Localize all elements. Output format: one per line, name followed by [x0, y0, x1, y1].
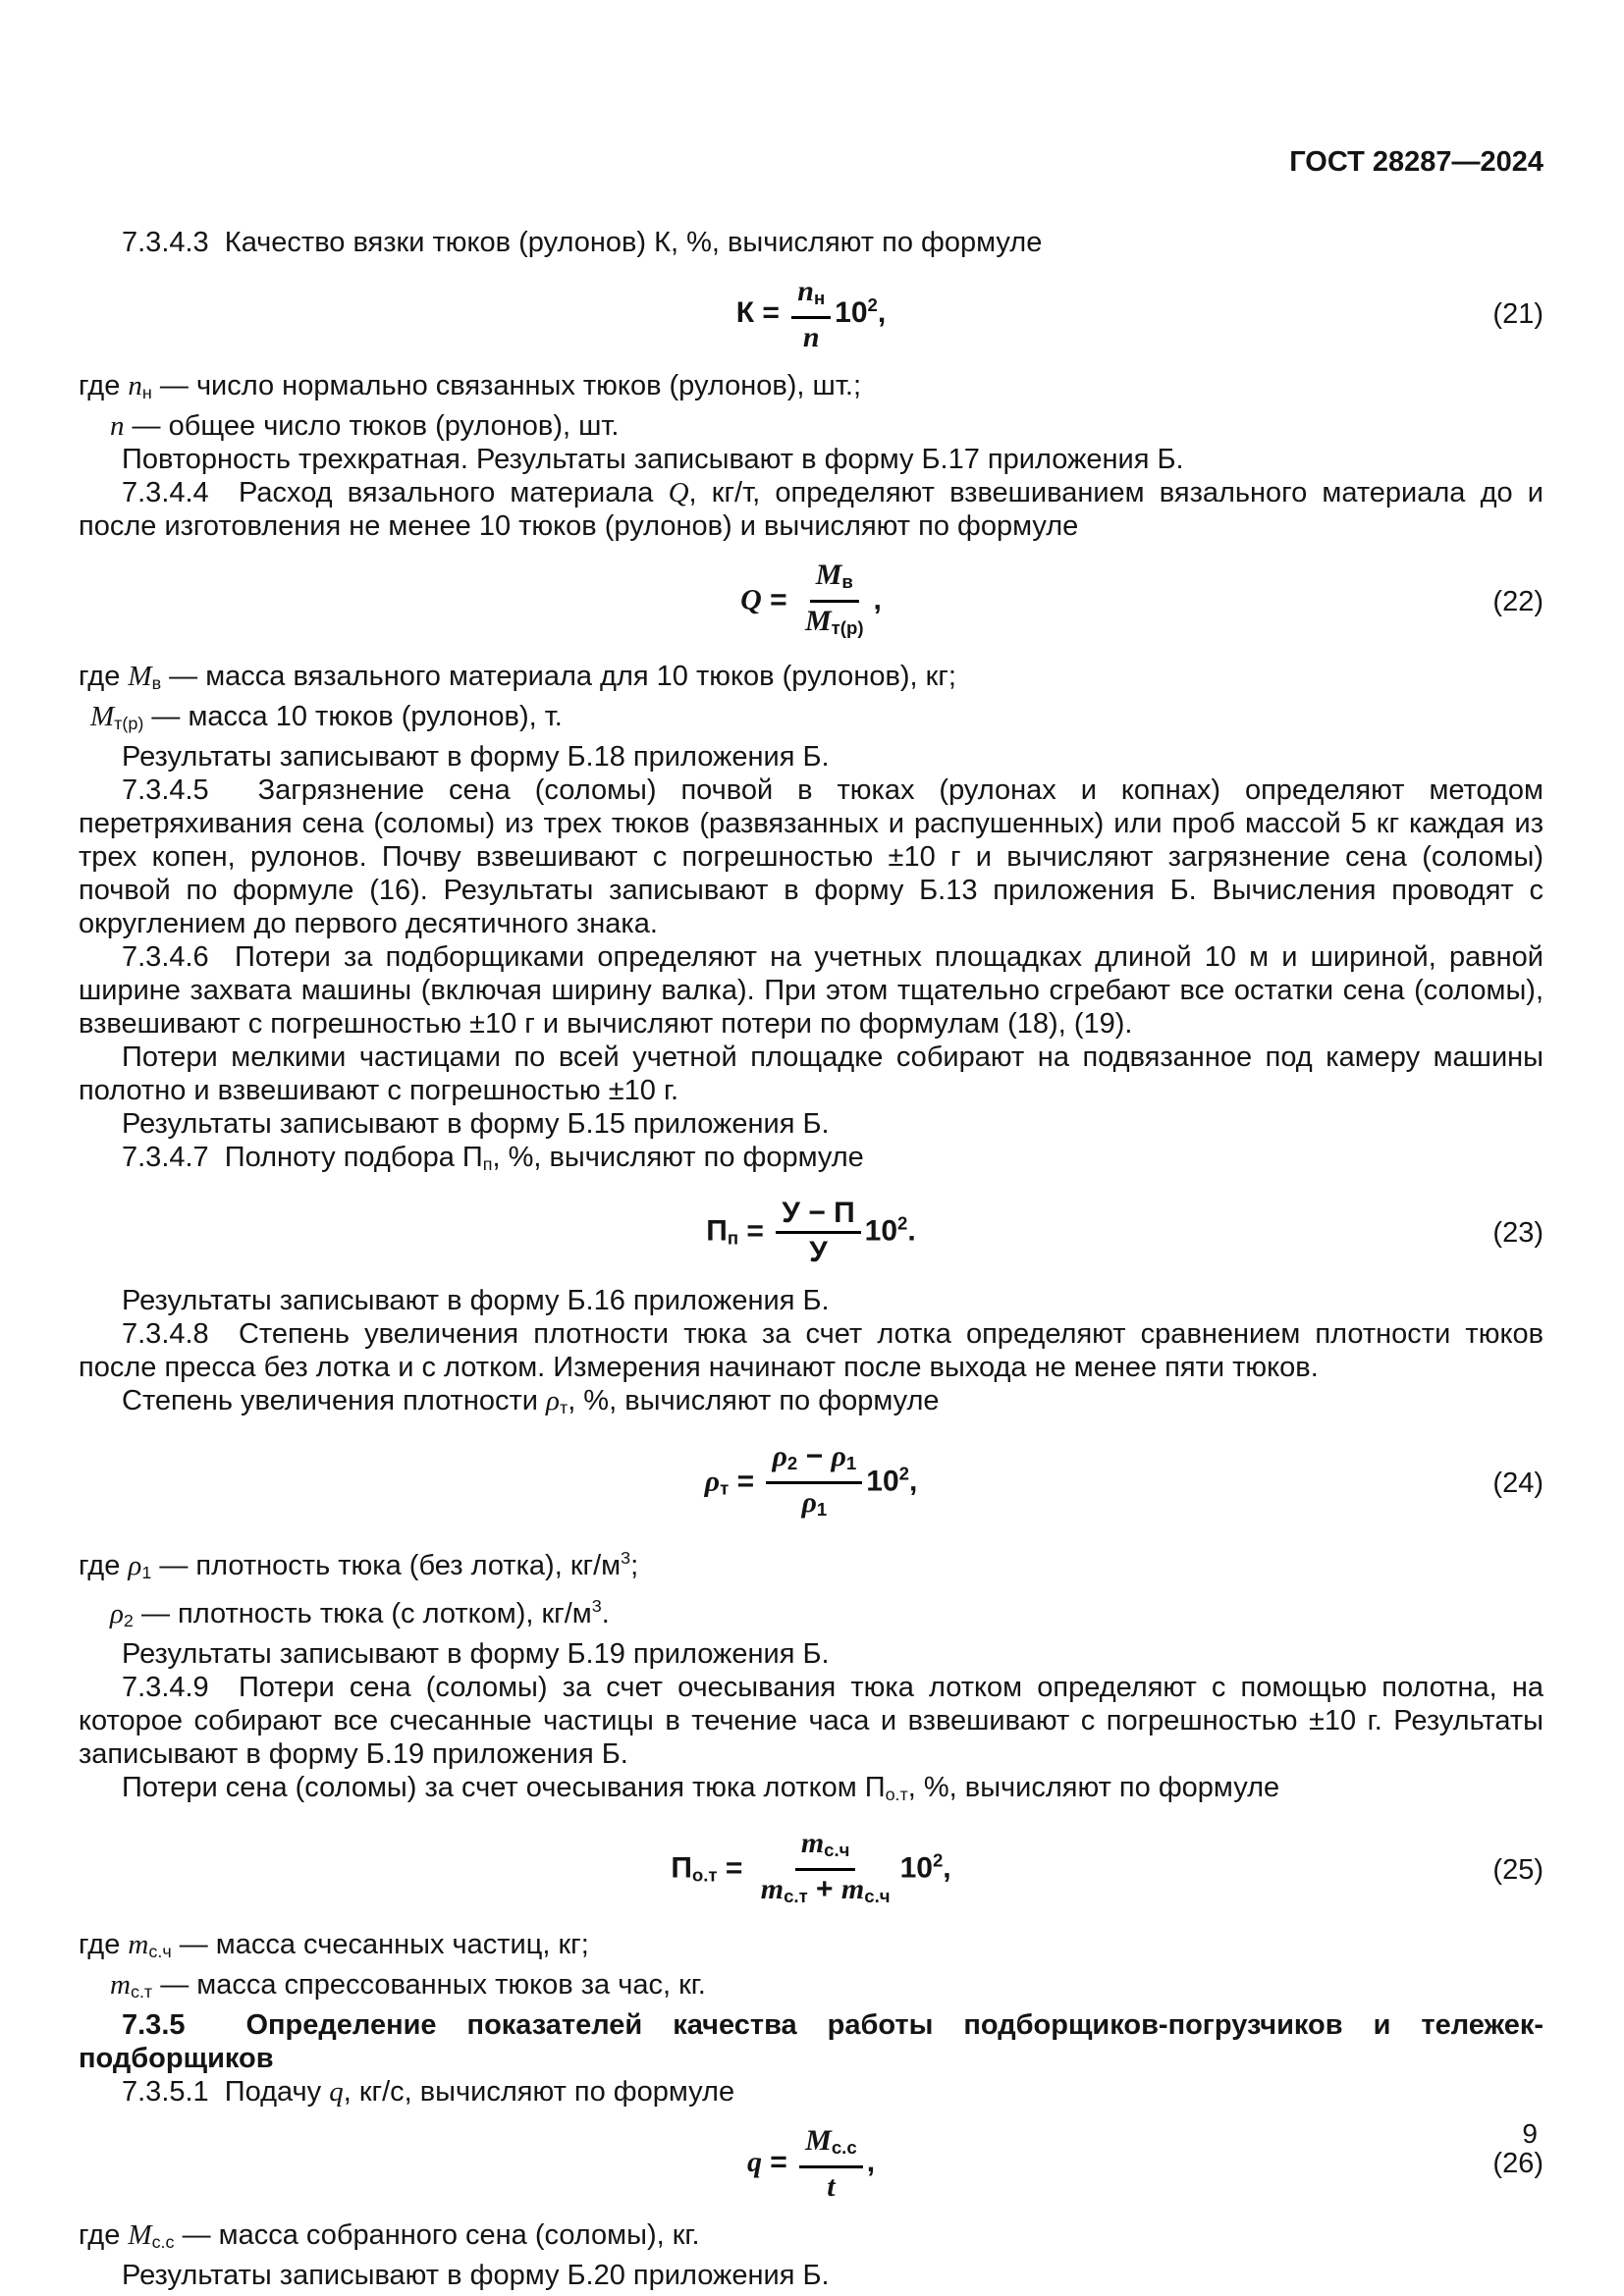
- text-run: с.с: [831, 2137, 857, 2158]
- fraction-numerator: [799, 2124, 863, 2168]
- fraction-denominator: [795, 1484, 833, 1525]
- text-run: ,: [873, 583, 882, 616]
- text-run: n: [110, 410, 125, 442]
- page-number: 9: [1522, 2118, 1538, 2149]
- paragraph: [79, 1384, 1543, 1424]
- text-run: .: [907, 1214, 916, 1248]
- text-run: — масса спрессованных тюков за час, кг.: [152, 1969, 706, 2001]
- text-run: Повторность трехкратная. Результаты записывают в форму Б.17 приложения Б.: [122, 444, 1184, 475]
- paragraph: [79, 2008, 1543, 2075]
- formula-expression: [740, 559, 882, 644]
- text-run: с.с: [151, 2232, 175, 2252]
- formula-expression: [736, 275, 886, 353]
- text-run: m: [110, 1969, 131, 2001]
- paragraph: [79, 1141, 1543, 1181]
- text-run: =: [761, 583, 795, 616]
- paragraph: [79, 2259, 1543, 2292]
- formula: [79, 2120, 1543, 2207]
- fraction-denominator: [797, 319, 826, 353]
- text-run: 2: [786, 1453, 798, 1473]
- text-run: Результаты записывают в форму Б.16 приложения Б.: [122, 1285, 830, 1316]
- equation-number: (25): [1492, 1853, 1543, 1886]
- text-run: ρ: [801, 1486, 817, 1519]
- equation-number: (21): [1492, 298, 1543, 330]
- text-run: где: [79, 1550, 129, 1581]
- text-run: н: [141, 383, 152, 402]
- paragraph: [110, 1968, 1543, 2008]
- text-run: 7.3.4.4 Расход вязального материала: [122, 477, 669, 508]
- text-run: Потери сена (соломы) за счет очесывания тюка лотком П: [122, 1772, 886, 1803]
- text-run: 7.3.5.1 Подачу: [122, 2076, 330, 2108]
- text-run: 7.3.4.5 Загрязнение сена (соломы) почвой в тюках (рулонах и копнах) определяют методом перетряхивания сена (соломы) из трех тюков (развязанных и распушенных) или проб массой 5 кг каждая из трех копен, рулонов. Почву взвешивают с погрешностью ±10 г и вычисляют загрязнение сена (соломы) почвой по формуле (16). Результаты записывают в форму Б.13 приложения Б. Вычисления проводят с округлением до первого десятичного знака.: [79, 774, 1543, 939]
- fraction: [755, 1827, 896, 1912]
- formula: [79, 1436, 1543, 1529]
- equation-number: (24): [1492, 1467, 1543, 1499]
- text-run: .: [601, 1598, 610, 1629]
- paragraph: [79, 1284, 1543, 1317]
- text-run: 3: [591, 1596, 602, 1616]
- text-run: m: [128, 1929, 149, 1960]
- text-run: =: [761, 2145, 796, 2178]
- fraction: [799, 559, 870, 644]
- text-run: 2: [932, 1849, 944, 1871]
- text-run: 10: [835, 295, 868, 329]
- paragraph: [79, 226, 1543, 259]
- text-run: M: [90, 701, 115, 732]
- text-run: q: [746, 2145, 762, 2178]
- text-run: ,: [908, 1465, 918, 1498]
- text-run: 2: [123, 1611, 134, 1630]
- fraction-numerator: [795, 1827, 856, 1871]
- text-run: в: [841, 571, 853, 592]
- text-run: ρ: [546, 1385, 560, 1416]
- text-run: +: [807, 1873, 841, 1905]
- text-run: 7.3.4.7 Полноту подбора П: [122, 1142, 483, 1173]
- text-run: n: [128, 370, 142, 401]
- fraction-denominator: [799, 603, 870, 644]
- text-run: t: [827, 2170, 836, 2203]
- paragraph: [79, 2075, 1543, 2109]
- text-run: К =: [735, 295, 788, 329]
- text-run: 7.3.5 Определение показателей качества работы подборщиков-погрузчиков и тележек-подборщиков: [79, 2009, 1543, 2074]
- text-run: ρ: [704, 1465, 721, 1498]
- text-run: п: [727, 1227, 739, 1249]
- text-run: q: [329, 2076, 344, 2108]
- text-run: ρ: [772, 1440, 787, 1472]
- paragraph: [79, 660, 1543, 700]
- text-run: П: [706, 1214, 728, 1248]
- text-run: Степень увеличения плотности: [122, 1385, 547, 1416]
- text-run: 7.3.4.3 Качество вязки тюков (рулонов) К, %, вычисляют по формуле: [122, 227, 1043, 258]
- equation-number: (22): [1492, 585, 1543, 617]
- text-run: Результаты записывают в форму Б.20 приложения Б.: [122, 2260, 830, 2291]
- text-run: — общее число тюков (рулонов), шт.: [124, 410, 620, 442]
- paragraph: [79, 1541, 1543, 1589]
- text-run: т(р): [831, 617, 864, 638]
- text-run: M: [128, 661, 152, 692]
- fraction-denominator: [803, 1234, 834, 1268]
- text-run: ;: [630, 1550, 639, 1581]
- text-run: , %, вычисляют по формуле: [907, 1772, 1280, 1803]
- text-run: с.т: [784, 1886, 808, 1906]
- text-run: Q: [668, 477, 689, 508]
- paragraph: [79, 476, 1543, 543]
- text-run: т: [720, 1477, 730, 1499]
- text-run: т: [559, 1398, 568, 1417]
- formula: [79, 555, 1543, 648]
- text-run: о.т: [885, 1785, 908, 1804]
- text-run: — число нормально связанных тюков (рулонов), шт.;: [151, 370, 861, 401]
- fraction-denominator: [755, 1871, 896, 1912]
- text-run: 1: [141, 1563, 152, 1582]
- text-run: Q: [740, 583, 762, 616]
- text-run: где: [79, 370, 129, 401]
- paragraph: [79, 1928, 1543, 1968]
- paragraph: [79, 740, 1543, 774]
- paragraph: [79, 369, 1543, 409]
- text-run: m: [840, 1873, 865, 1905]
- text-run: 10: [864, 1214, 898, 1248]
- text-run: −: [797, 1440, 832, 1472]
- text-run: Потери мелкими частицами по всей учетной площадке собирают на подвязанное под камеру машины полотно и взвешивают с погрешностью ±10 г.: [79, 1041, 1543, 1106]
- text-run: ρ: [128, 1550, 142, 1581]
- fraction: [799, 2124, 863, 2203]
- fraction-numerator: [791, 275, 831, 319]
- text-run: =: [717, 1851, 751, 1885]
- paragraph: [79, 1671, 1543, 1771]
- formula-expression: [706, 1197, 915, 1268]
- text-run: 2: [898, 1463, 909, 1484]
- text-run: 3: [621, 1548, 631, 1568]
- fraction: [766, 1440, 862, 1525]
- text-run: M: [805, 2124, 832, 2157]
- text-run: 1: [816, 1499, 828, 1520]
- formula-expression: [747, 2124, 875, 2203]
- text-run: =: [729, 1465, 763, 1498]
- text-run: с.ч: [824, 1840, 850, 1860]
- text-run: где: [79, 2219, 129, 2251]
- text-run: где: [79, 1929, 129, 1960]
- text-run: П: [671, 1851, 692, 1885]
- paragraph: [79, 1637, 1543, 1671]
- text-run: н: [813, 288, 826, 308]
- fraction: [776, 1197, 860, 1268]
- text-run: — масса вязального материала для 10 тюков (рулонов), кг;: [161, 661, 956, 692]
- text-run: Результаты записывают в форму Б.18 приложения Б.: [122, 741, 830, 773]
- document-body: [79, 226, 1543, 2292]
- text-run: ,: [866, 2145, 876, 2178]
- formula: [79, 1823, 1543, 1916]
- text-run: Результаты записывают в форму Б.15 приложения Б.: [122, 1108, 830, 1140]
- text-run: ρ: [110, 1598, 124, 1629]
- text-run: У: [809, 1236, 828, 1268]
- paragraph: [79, 940, 1543, 1041]
- paragraph: [79, 774, 1543, 940]
- text-run: m: [760, 1873, 785, 1905]
- text-run: M: [804, 605, 832, 637]
- text-run: в: [151, 673, 162, 693]
- text-run: У − П: [782, 1197, 855, 1229]
- text-run: 10: [866, 1465, 899, 1498]
- text-run: ρ: [831, 1440, 846, 1472]
- text-run: с.ч: [864, 1886, 891, 1906]
- formula-expression: [671, 1827, 950, 1912]
- equation-number: (23): [1492, 1216, 1543, 1249]
- text-run: с.ч: [148, 1942, 172, 1961]
- text-run: M: [128, 2219, 152, 2251]
- text-run: 7.3.4.9 Потери сена (соломы) за счет очесывания тюка лотком определяют с помощью полотна, на которое собирают все счесанные частицы в течение часа и взвешивают с погрешностью ±10 г. Результаты записывают в форму Б.19 приложения Б.: [79, 1672, 1543, 1770]
- fraction-denominator: [821, 2168, 840, 2203]
- text-run: — масса 10 тюков (рулонов), т.: [143, 701, 563, 732]
- text-run: n: [797, 275, 814, 307]
- text-run: с.т: [130, 1982, 153, 2002]
- fraction-numerator: [766, 1440, 862, 1484]
- fraction-numerator: [776, 1197, 860, 1234]
- text-run: 2: [867, 294, 878, 315]
- paragraph: [79, 2218, 1543, 2259]
- text-run: — масса счесанных частиц, кг;: [171, 1929, 589, 1960]
- paragraph: [79, 443, 1543, 476]
- text-run: M: [815, 559, 842, 591]
- text-run: где: [79, 661, 129, 692]
- text-run: , кг/т, определяют взвешиванием вязального материала до и после изготовления не менее 10 тюков (рулонов) и вычисляют по формуле: [79, 477, 1543, 542]
- equation-number: (26): [1492, 2148, 1543, 2179]
- formula: [79, 1193, 1543, 1272]
- text-run: , кг/с, вычисляют по формуле: [343, 2076, 735, 2108]
- text-run: 7.3.4.6 Потери за подборщиками определяют на учетных площадках длиной 10 м и шириной, равной ширине захвата машины (включая ширину валка). При этом тщательно сгребают все остатки сена (соломы), взвешивают с погрешностью ±10 г и вычисляют потери по формулам (18), (19).: [79, 941, 1543, 1040]
- fraction: [791, 275, 831, 353]
- text-run: , %, вычисляют по формуле: [568, 1385, 940, 1416]
- text-run: п: [482, 1154, 493, 1174]
- text-run: =: [738, 1214, 773, 1248]
- paragraph: [79, 1107, 1543, 1141]
- text-run: m: [800, 1827, 825, 1859]
- text-run: — плотность тюка (с лотком), кг/м: [133, 1598, 592, 1629]
- formula-expression: [705, 1440, 918, 1525]
- text-run: 1: [845, 1453, 857, 1473]
- text-run: ,: [943, 1851, 951, 1885]
- paragraph: [79, 1317, 1543, 1384]
- text-run: т(р): [114, 714, 144, 733]
- text-run: 7.3.4.8 Степень увеличения плотности тюка за счет лотка определяют сравнением плотности тюков после пресса без лотка и с лотком. Измерения начинают после выхода не менее пяти тюков.: [79, 1318, 1543, 1383]
- paragraph: [90, 700, 1543, 740]
- formula: [79, 271, 1543, 357]
- text-run: ,: [877, 295, 887, 329]
- text-run: 2: [897, 1212, 908, 1234]
- text-run: — масса собранного сена (соломы), кг.: [174, 2219, 700, 2251]
- paragraph: [79, 1771, 1543, 1811]
- paragraph: [110, 409, 1543, 443]
- text-run: 10: [899, 1851, 933, 1885]
- doc-number-header: ГОСТ 28287—2024: [1289, 146, 1543, 178]
- paragraph: [110, 1589, 1543, 1637]
- text-run: n: [802, 321, 820, 353]
- paragraph: [79, 1041, 1543, 1107]
- fraction-numerator: [810, 559, 859, 603]
- text-run: о.т: [691, 1864, 718, 1886]
- text-run: Результаты записывают в форму Б.19 приложения Б.: [122, 1638, 830, 1670]
- text-run: , %, вычисляют по формуле: [492, 1142, 864, 1173]
- text-run: — плотность тюка (без лотка), кг/м: [151, 1550, 622, 1581]
